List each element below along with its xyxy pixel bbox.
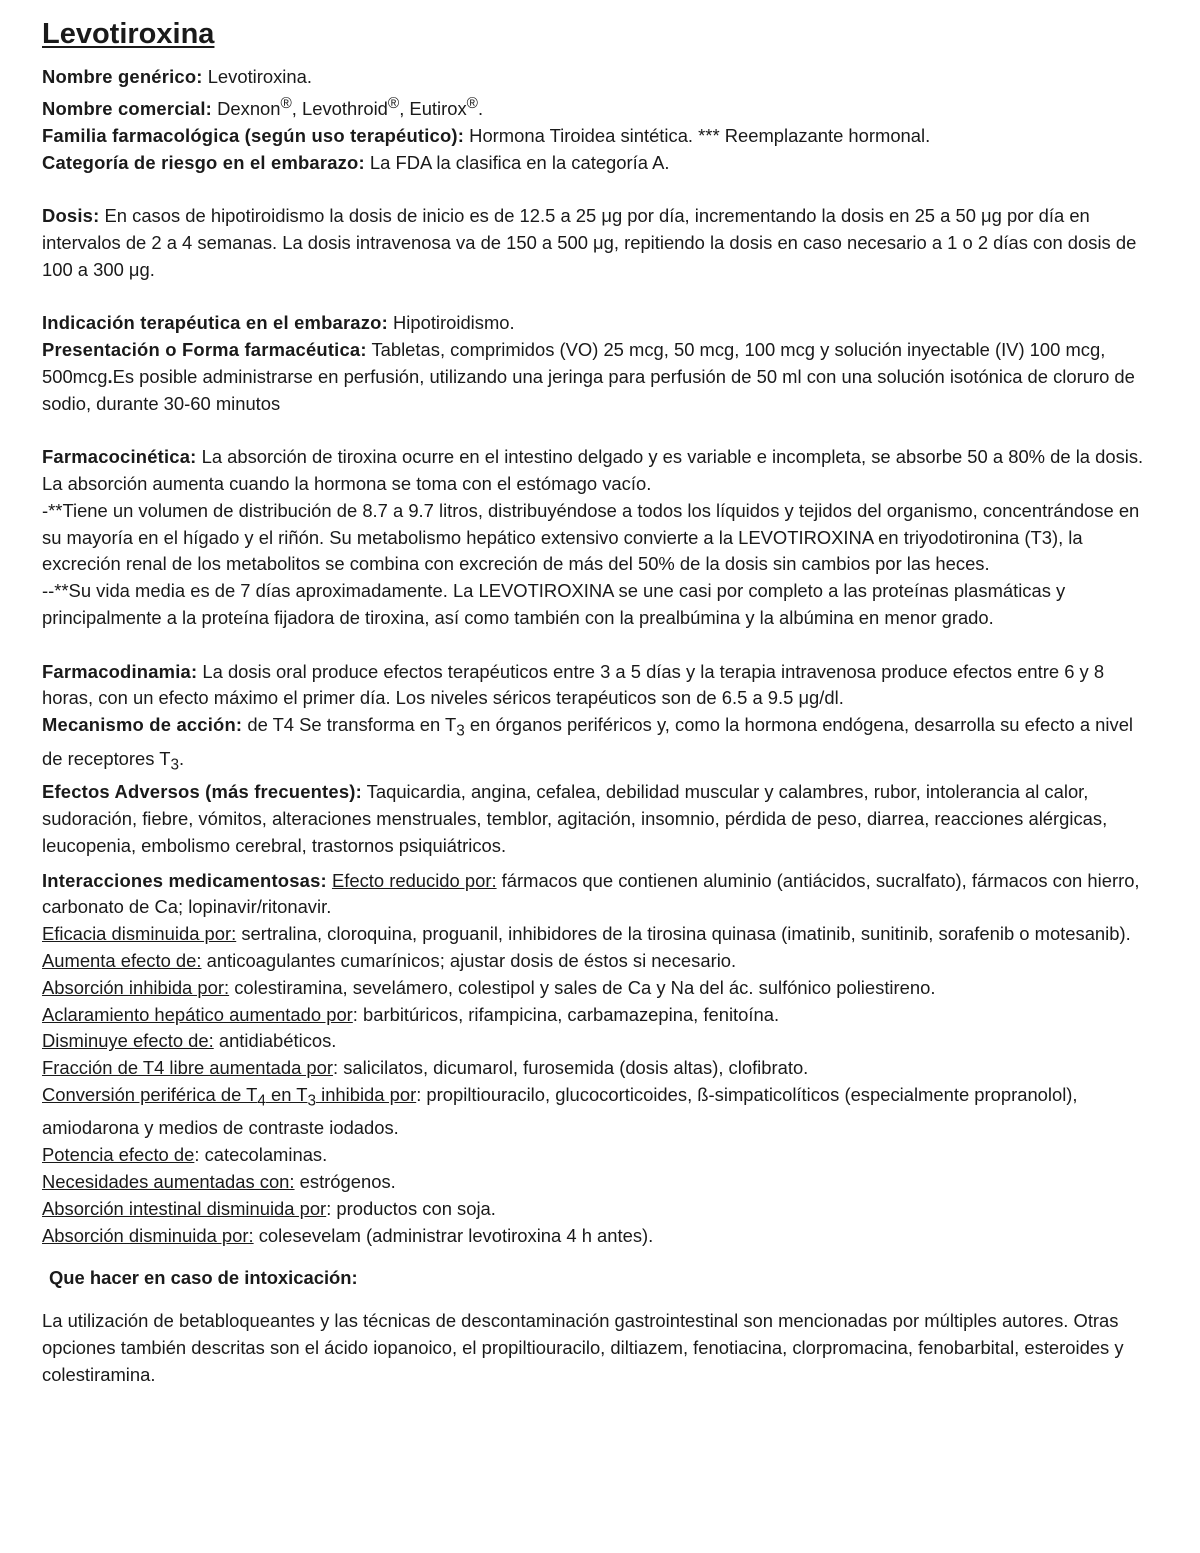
presentation-perfusion: Es posible administrarse en perfusión, utilizando una jeringa para perfusión de 50 ml con una solución isotónica de cloruro de sodio, durante 30-60 minutos (42, 365, 1135, 414)
commercial-name-line (42, 91, 1152, 123)
presentation-paragraph (42, 337, 1152, 417)
registered-mark: ® (387, 94, 400, 112)
subscript-4: 4 (257, 1092, 266, 1110)
pregnancy-category-value: La FDA la clasifica en la categoría A. (364, 151, 670, 173)
interaction-text: estrógenos. (294, 1171, 396, 1193)
generic-name-line (42, 64, 1152, 91)
interaction-text: antidiabéticos. (213, 1030, 337, 1052)
generic-name-label: Nombre genérico: (42, 66, 203, 87)
generic-name-value: Levotiroxina. (202, 66, 312, 87)
interaction-heading: Absorción inhibida por: (42, 976, 230, 998)
pharmacological-family-value: Hormona Tiroidea sintética. *** Reemplazante hormonal. (464, 124, 931, 146)
pharmacodynamics-value: La dosis oral produce efectos terapéuticos entre 3 a 5 días y la terapia intravenosa produce efectos entre 6 y 8 horas, con un efecto máximo el primer día. Los niveles séricos terapéuticos son de 6.5 a 9.5 μg/dl. (42, 660, 1105, 709)
interaction-heading-part: en T (265, 1083, 308, 1105)
commercial-name-3: , Eutirox (399, 97, 467, 119)
interaction-heading: Potencia efecto de (42, 1144, 195, 1166)
interaction-text: : barbitúricos, rifampicina, carbamazepina, fenitoína. (352, 1003, 780, 1025)
interaction-text: colestiramina, sevelámero, colestipol y sales de Ca y Na del ác. sulfónico poliestireno. (229, 976, 936, 998)
interaction-heading: Disminuye efecto de: (42, 1030, 214, 1052)
pharmacokinetics-paragraph (42, 444, 1152, 498)
pregnancy-category-label: Categoría de riesgo en el embarazo: (42, 151, 365, 173)
spacer (42, 1249, 1152, 1265)
interaction-heading (42, 1083, 417, 1110)
indication-label: Indicación terapéutica en el embarazo: (42, 312, 388, 334)
interactions-section (42, 868, 1152, 1250)
interaction-heading: Absorción intestinal disminuida por (42, 1197, 327, 1219)
spacer (42, 417, 1152, 444)
registered-mark: ® (466, 94, 478, 112)
presentation-value: Tabletas, comprimidos (VO) 25 mcg, 50 mcg, 100 mcg y solución inyectable (IV) 100 mcg, 500mcg (42, 339, 1106, 387)
adverse-effects-paragraph (42, 779, 1152, 859)
interaction-text: : productos con soja. (326, 1197, 496, 1219)
interaction-heading-part: inhibida por (316, 1083, 417, 1105)
interactions-label: Interacciones medicamentosas: (42, 869, 327, 891)
interaction-free-t4 (42, 1055, 1152, 1082)
interaction-heading: Aclaramiento hepático aumentado por (42, 1003, 353, 1025)
spacer (42, 1292, 1152, 1308)
indication-line (42, 310, 1152, 337)
pharmacological-family-line (42, 123, 1152, 150)
mechanism-text-2: en órganos periféricos y, como la hormona endógena, desarrolla su efecto a nivel de receptores T (42, 714, 1134, 769)
interaction-intestinal-absorption (42, 1196, 1152, 1223)
pharmacokinetics-label: Farmacocinética: (42, 446, 197, 468)
distribution-paragraph: -**Tiene un volumen de distribución de 8.7 a 9.7 litros, distribuyéndose a todos los líquidos y tejidos del organismo, concentrándose en su mayoría en el hígado y el riñón. Su metabolismo hepático extensivo convierte a la LEVOTIROXINA en triyodotironina (T3), la excreción renal de los metabolitos se combina con excreción de más del 50% de la dosis sin cambios por las heces. (42, 499, 1140, 575)
half-life-paragraph: --**Su vida media es de 7 días aproximadamente. La LEVOTIROXINA se une casi por completo a las proteínas plasmáticas y principalmente a la proteína fijadora de tiroxina, así como también con la prealbúmina y la albúmina en menor grado. (42, 580, 1066, 629)
interaction-increases-effect (42, 948, 1152, 975)
interaction-heading-part: Conversión periférica de T (42, 1083, 258, 1105)
interaction-text: fármacos que contienen aluminio (antiácidos, sucralfato), fármacos con hierro, carbonato de Ca; lopinavir/ritonavir. (42, 869, 1140, 918)
interaction-text: : salicilatos, dicumarol, furosemida (dosis altas), clofibrato. (333, 1057, 809, 1079)
dose-value: En casos de hipotiroidismo la dosis de inicio es de 12.5 a 25 μg por día, incrementando la dosis en 25 a 50 μg por día en intervalos de 2 a 4 semanas. La dosis intravenosa va de 150 a 500 μg, repitiendo la dosis en caso necesario a 1 o 2 días con dosis de 100 a 300 μg. (42, 205, 1137, 280)
interaction-text: colesevelam (administrar levotiroxina 4 h antes). (253, 1224, 654, 1246)
mechanism-label: Mecanismo de acción: (42, 714, 243, 736)
interaction-absorption-inhibited (42, 975, 1152, 1002)
subscript-3: 3 (456, 722, 465, 740)
interaction-heading: Aumenta efecto de: (42, 949, 202, 971)
spacer (42, 176, 1152, 203)
indication-value: Hipotiroidismo. (387, 312, 515, 334)
interaction-heading: Necesidades aumentadas con: (42, 1171, 295, 1193)
interaction-text: anticoagulantes cumarínicos; ajustar dosis de éstos si necesario. (201, 949, 737, 971)
registered-mark: ® (280, 94, 292, 112)
interaction-heading: Absorción disminuida por: (42, 1224, 254, 1246)
interaction-decreases-effect (42, 1028, 1152, 1055)
interaction-text: : catecolaminas. (194, 1144, 328, 1166)
interaction-reduced-effect (42, 868, 1152, 922)
presentation-dot: . (107, 365, 113, 387)
adverse-effects-label: Efectos Adversos (más frecuentes): (42, 781, 362, 803)
spacer (42, 632, 1152, 659)
dose-paragraph (42, 203, 1152, 283)
interaction-absorption-decreased (42, 1223, 1152, 1250)
interaction-heading: Fracción de T4 libre aumentada por (42, 1057, 334, 1079)
spacer (42, 860, 1152, 868)
presentation-label: Presentación o Forma farmacéutica: (42, 339, 367, 361)
interaction-potentiates (42, 1142, 1152, 1169)
interaction-text: sertralina, cloroquina, proguanil, inhibidores de la tirosina quinasa (imatinib, sunitinib, sorafenib o motesanib). (236, 923, 1131, 945)
spacer (42, 284, 1152, 311)
mechanism-text-1: de T4 Se transforma en T (242, 714, 457, 736)
commercial-name-1: Dexnon (212, 97, 281, 119)
pharmacological-family-label: Familia farmacológica (según uso terapéutico): (42, 124, 465, 146)
interaction-text: : propiltiouracilo, glucocorticoides, ß-simpaticolíticos (especialmente propranolol), amiodarona y medios de contraste iodados. (42, 1083, 1078, 1139)
mechanism-text-3: . (179, 747, 185, 769)
intoxication-paragraph: La utilización de betabloqueantes y las técnicas de descontaminación gastrointestinal son mencionadas por múltiples autores. Otras opciones también descritas son el ácido iopanoico, el propiltiouracilo, diltiazem, fenotiacina, clorpromacina, fenobarbital, esteroides y colestiramina. (42, 1310, 1124, 1385)
interaction-increased-needs (42, 1169, 1152, 1196)
commercial-name-2: , Levothroid (291, 97, 388, 119)
interaction-heading: Eficacia disminuida por: (42, 923, 237, 945)
commercial-name-label: Nombre comercial: (42, 97, 212, 119)
pharmacodynamics-label: Farmacodinamia: (42, 660, 198, 682)
pharmacodynamics-paragraph (42, 659, 1152, 713)
pharmacokinetics-value: La absorción de tiroxina ocurre en el intestino delgado y es variable e incompleta, se absorbe 50 a 80% de la dosis. La absorción aumenta cuando la hormona se toma con el estómago vacío. (42, 446, 1144, 495)
interaction-reduced-efficacy (42, 921, 1152, 948)
subscript-3: 3 (170, 756, 179, 774)
adverse-effects-value: Taquicardia, angina, cefalea, debilidad muscular y calambres, rubor, intolerancia al calor, sudoración, fiebre, vómitos, alteraciones menstruales, temblor, agitación, insomnio, pérdida de peso, diarrea, reacciones alérgicas, leucopenia, embolismo cerebral, trastornos psiquiátricos. (42, 781, 1108, 856)
commercial-name-end: . (477, 97, 484, 119)
interaction-hepatic-clearance (42, 1002, 1152, 1029)
mechanism-paragraph (42, 712, 1152, 779)
pregnancy-category-line (42, 150, 1152, 177)
subscript-3: 3 (307, 1092, 316, 1110)
intoxication-heading: Que hacer en caso de intoxicación: (49, 1267, 358, 1289)
dose-label: Dosis: (42, 205, 100, 227)
document-title: Levotiroxina (42, 18, 215, 50)
interaction-heading: Efecto reducido por: (331, 869, 497, 891)
interaction-peripheral-conversion (42, 1082, 1152, 1142)
